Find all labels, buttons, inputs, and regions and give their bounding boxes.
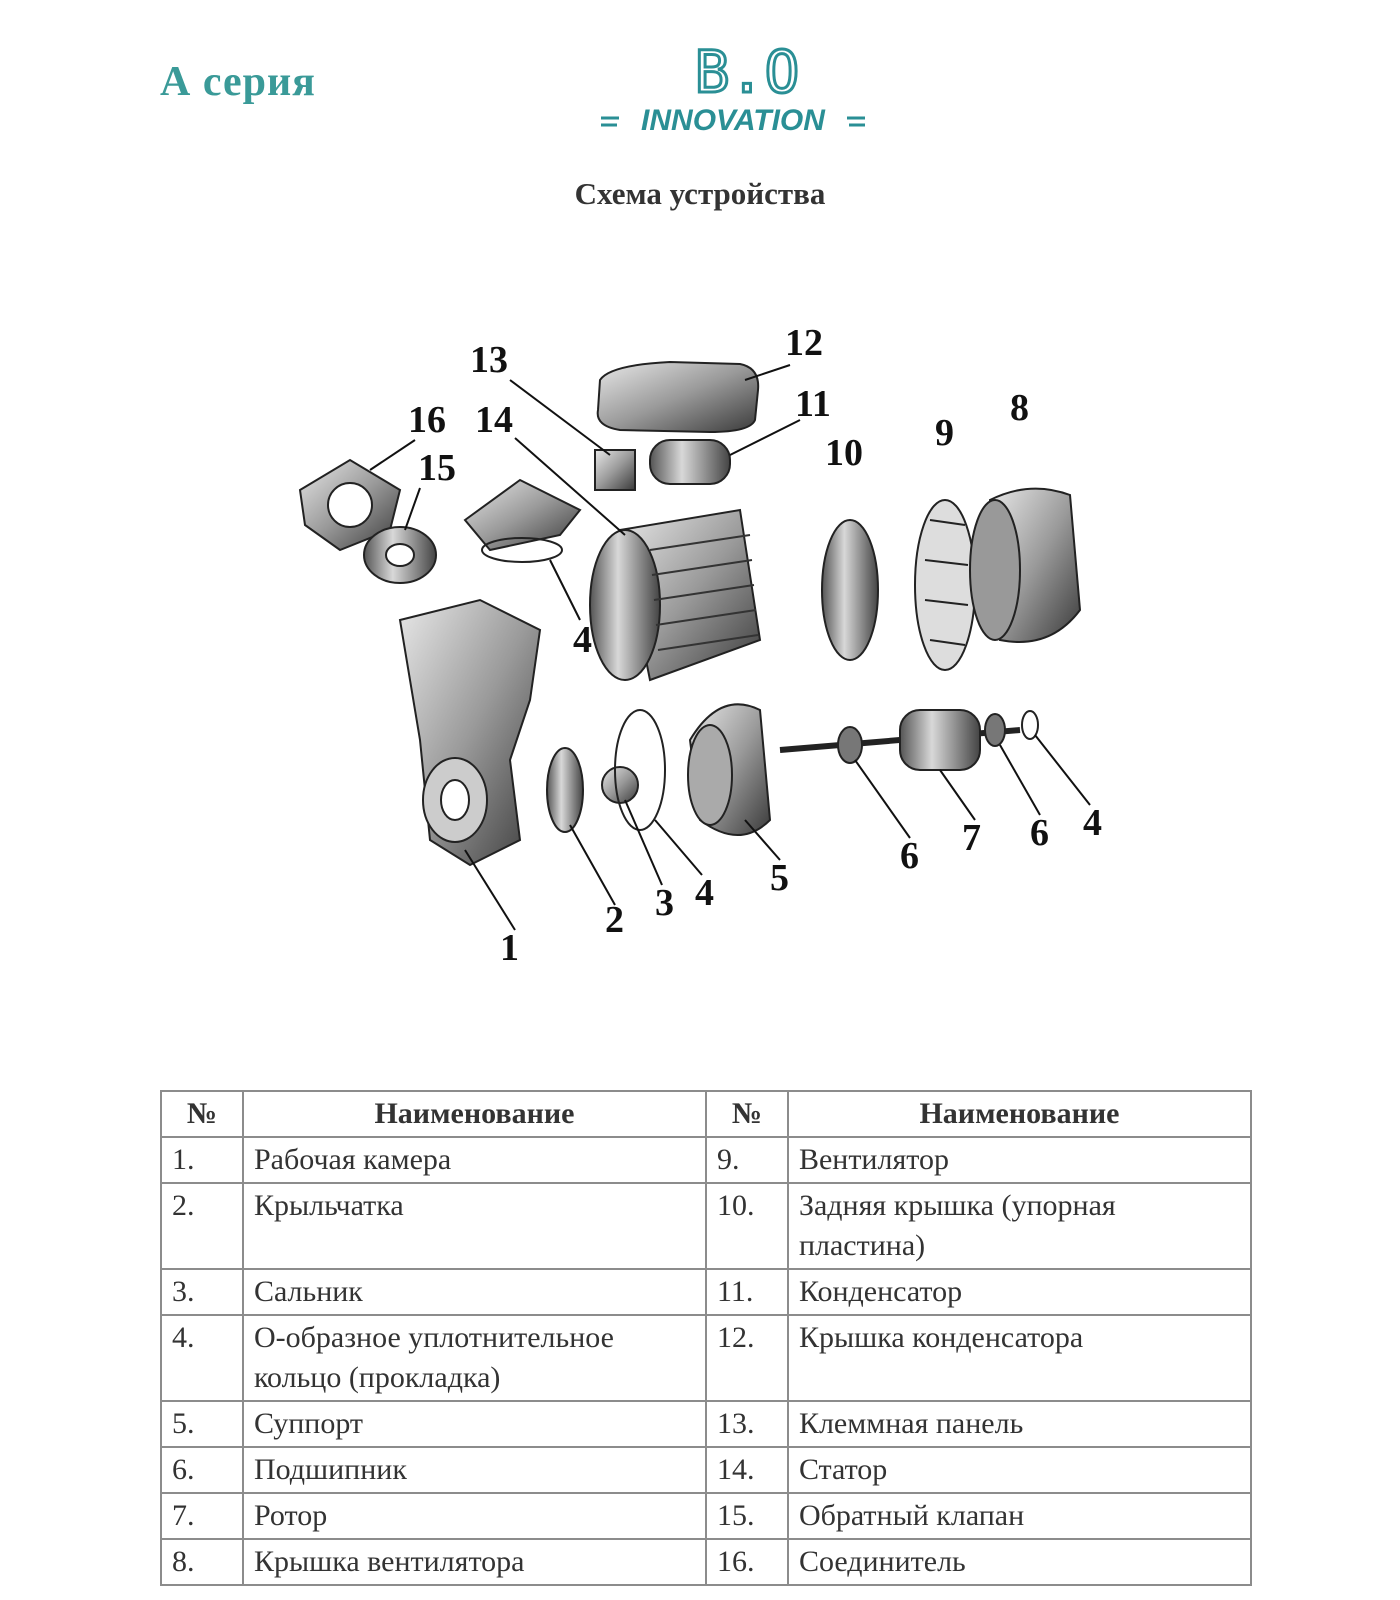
cell-name: Крышка конденсатора [788, 1315, 1251, 1401]
cell-name: Клеммная панель [788, 1401, 1251, 1447]
label-4-b: 4 [573, 619, 592, 661]
header-name-right: Наименование [788, 1091, 1251, 1137]
brand-logo [597, 40, 897, 150]
label-14: 14 [475, 399, 513, 441]
cell-name: Суппорт [243, 1401, 706, 1447]
cell-number: 4. [161, 1315, 243, 1401]
label-1: 1 [500, 927, 519, 969]
series-label: А серия [160, 59, 316, 105]
label-5: 5 [770, 857, 789, 899]
label-9: 9 [935, 412, 954, 454]
label-7: 7 [962, 817, 981, 859]
exploded-pump-diagram [290, 320, 1150, 1000]
cell-name: Соединитель [788, 1539, 1251, 1585]
cell-number: 10. [706, 1183, 788, 1269]
label-2: 2 [605, 899, 624, 941]
label-15: 15 [418, 447, 456, 489]
cell-name: О-образное уплотнительное кольцо (прокладка) [243, 1315, 706, 1401]
cell-name: Сальник [243, 1269, 706, 1315]
label-10: 10 [825, 432, 863, 474]
cell-name: Задняя крышка (упорная пластина) [788, 1183, 1251, 1269]
cell-number: 9. [706, 1137, 788, 1183]
page-title: Схема устройства [574, 176, 826, 211]
label-8: 8 [1010, 387, 1029, 429]
cell-name: Статор [788, 1447, 1251, 1493]
cell-number: 15. [706, 1493, 788, 1539]
cell-name: Конденсатор [788, 1269, 1251, 1315]
cell-number: 14. [706, 1447, 788, 1493]
label-12: 12 [785, 322, 823, 364]
cell-name: Крыльчатка [243, 1183, 706, 1269]
label-4-a: 4 [695, 872, 714, 914]
cell-name: Вентилятор [788, 1137, 1251, 1183]
cell-number: 2. [161, 1183, 243, 1269]
table-row [161, 1183, 1251, 1269]
label-4-c: 4 [1083, 802, 1102, 844]
table-row [161, 1447, 1251, 1493]
cell-number: 12. [706, 1315, 788, 1401]
cell-number: 3. [161, 1269, 243, 1315]
label-3: 3 [655, 882, 674, 924]
label-13: 13 [470, 339, 508, 381]
cell-number: 16. [706, 1539, 788, 1585]
header-number-right: № [706, 1091, 788, 1137]
cell-number: 5. [161, 1401, 243, 1447]
table-row [161, 1315, 1251, 1401]
label-16: 16 [408, 399, 446, 441]
cell-number: 6. [161, 1447, 243, 1493]
table-row [161, 1539, 1251, 1585]
label-11: 11 [795, 383, 831, 425]
cell-name: Крышка вентилятора [243, 1539, 706, 1585]
header-name-left: Наименование [243, 1091, 706, 1137]
cell-name: Подшипник [243, 1447, 706, 1493]
cell-number: 1. [161, 1137, 243, 1183]
table-row [161, 1269, 1251, 1315]
cell-number: 7. [161, 1493, 243, 1539]
logo-top-text: B.O [694, 40, 800, 106]
cell-name: Обратный клапан [788, 1493, 1251, 1539]
parts-table [160, 1090, 1252, 1586]
label-6-a: 6 [900, 835, 919, 877]
cell-name: Рабочая камера [243, 1137, 706, 1183]
header-number-left: № [161, 1091, 243, 1137]
cell-number: 11. [706, 1269, 788, 1315]
table-row [161, 1401, 1251, 1447]
label-6-b: 6 [1030, 812, 1049, 854]
cell-number: 8. [161, 1539, 243, 1585]
table-row [161, 1493, 1251, 1539]
cell-number: 13. [706, 1401, 788, 1447]
table-row [161, 1137, 1251, 1183]
logo-bottom-text: INNOVATION [641, 104, 825, 137]
table-header-row [161, 1091, 1251, 1137]
cell-name: Ротор [243, 1493, 706, 1539]
